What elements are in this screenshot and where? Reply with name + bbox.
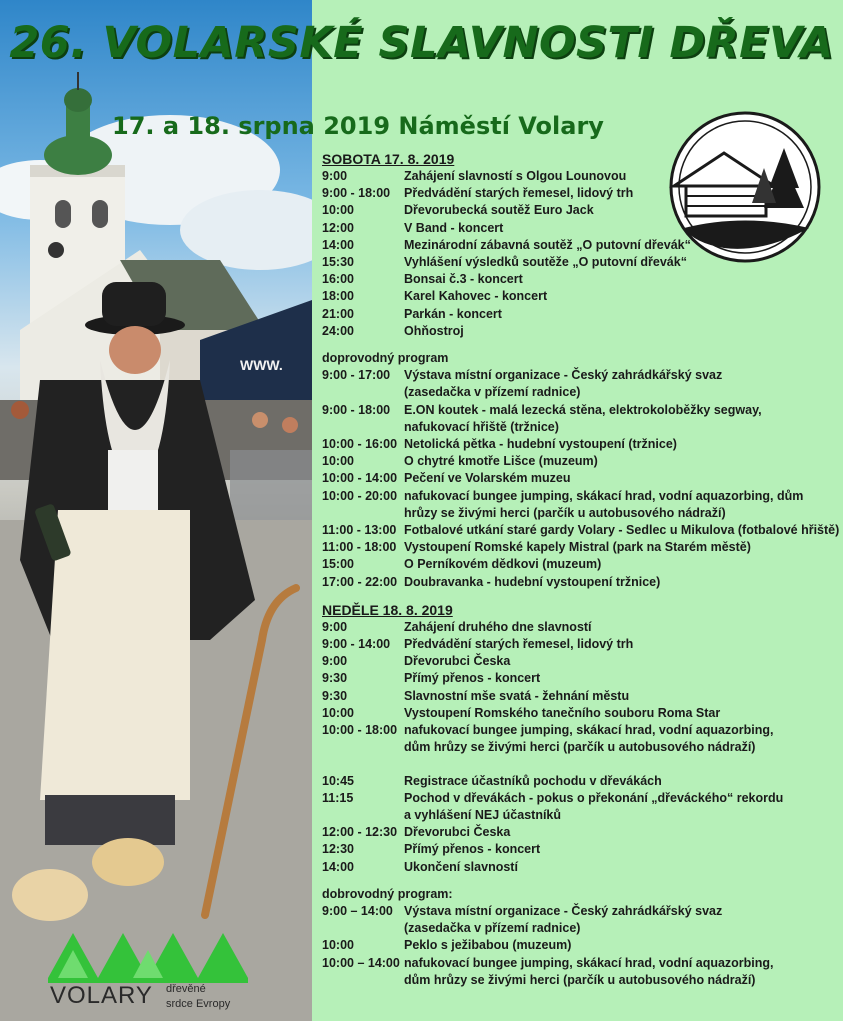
sunday-program-heading: dobrovodný program:	[322, 886, 453, 901]
sunday-heading: NEDĚLE 18. 8. 2019	[322, 601, 453, 618]
schedule-time	[322, 739, 404, 756]
schedule-row	[322, 859, 837, 876]
sunday-list	[322, 619, 837, 757]
schedule-time: 10:00 - 16:00	[322, 437, 398, 452]
schedule-time: 10:00	[322, 454, 354, 469]
schedule-row	[322, 168, 837, 185]
schedule-time	[322, 920, 404, 937]
schedule-row	[322, 824, 837, 841]
schedule-time: 18:00	[322, 289, 354, 304]
schedule-time: 9:00 - 18:00	[322, 186, 391, 201]
schedule-event: Ukončení slavností	[404, 859, 518, 874]
schedule-row	[322, 739, 837, 756]
schedule-time: 9:00	[322, 169, 348, 183]
logo-tagline-2: srdce Evropy	[166, 998, 231, 1010]
schedule-event: Peklo s ježibabou (muzeum)	[404, 938, 572, 953]
schedule-time: 21:00	[322, 306, 354, 321]
sunday-list-afternoon	[322, 773, 837, 876]
schedule-time	[322, 384, 404, 401]
schedule-event: Přímý přenos - koncert	[404, 842, 541, 857]
schedule-event: Registrace účastníků pochodu v dřevákách	[404, 773, 662, 788]
saturday-program-heading: doprovodný program	[322, 351, 449, 366]
schedule-row	[322, 323, 837, 340]
schedule-row	[322, 453, 837, 470]
schedule-row	[322, 306, 837, 323]
schedule-event: Vyhlášení výsledků soutěže „O putovní dřevák“	[404, 255, 687, 270]
schedule-time: 9:30	[322, 688, 348, 703]
schedule-time: 17:00 - 22:00	[322, 574, 398, 589]
schedule-event: Mezinárodní zábavná soutěž „O putovní dřevák“	[404, 237, 691, 252]
schedule-row	[322, 254, 837, 271]
schedule-row	[322, 903, 837, 920]
schedule-row	[322, 202, 837, 219]
schedule-event: O chytré kmotře Lišce (muzeum)	[404, 454, 598, 469]
sunday-program-list	[322, 903, 837, 989]
schedule-time: 10:00 - 14:00	[322, 471, 398, 486]
schedule-row	[322, 288, 837, 305]
schedule-time: 9:00	[322, 619, 348, 634]
schedule-time: 10:00 - 20:00	[322, 488, 398, 503]
schedule-event: Doubravanka - hudební vystoupení tržnice)	[404, 574, 661, 589]
schedule-row	[322, 436, 837, 453]
schedule-event: Bonsai č.3 - koncert	[404, 272, 523, 287]
schedule-row	[322, 688, 837, 705]
schedule-time: 12:30	[322, 842, 354, 857]
schedule-row	[322, 773, 837, 790]
schedule-time	[322, 807, 404, 824]
schedule-row	[322, 271, 837, 288]
schedule-row	[322, 237, 837, 254]
schedule-event: V Band - koncert	[404, 220, 504, 235]
schedule-time: 10:00	[322, 705, 354, 720]
schedule-event: Dřevorubci Česka	[404, 654, 511, 669]
schedule-event: Ohňostroj	[404, 323, 464, 338]
schedule-event: a vyhlášení NEJ účastníků	[404, 807, 562, 822]
schedule-event: nafukovací hřiště (tržnice)	[404, 419, 559, 434]
schedule-time: 9:00 - 17:00	[322, 368, 391, 383]
schedule-row	[322, 556, 837, 573]
schedule-event: Výstava místní organizace - Český zahrádkářský svaz	[404, 368, 723, 383]
schedule-time: 24:00	[322, 323, 354, 338]
festival-photo	[0, 0, 312, 1021]
schedule-row	[322, 470, 837, 487]
svg-text:WWW.: WWW.	[240, 357, 283, 373]
schedule-event: Vystoupení Romské kapely Mistral (park na Starém městě)	[404, 540, 751, 555]
schedule-event: Zahájení druhého dne slavností	[404, 619, 592, 634]
poster-subtitle: 17. a 18. srpna 2019 Náměstí Volary	[112, 112, 604, 140]
schedule-row	[322, 841, 837, 858]
schedule-row	[322, 955, 837, 972]
schedule-event: dům hrůzy se živými herci (parčík u autobusového nádraží)	[404, 740, 756, 755]
schedule-row	[322, 636, 837, 653]
schedule-row	[322, 653, 837, 670]
schedule-row	[322, 505, 837, 522]
schedule-row	[322, 574, 837, 591]
saturday-heading: SOBOTA 17. 8. 2019	[322, 151, 455, 167]
schedule-row	[322, 670, 837, 687]
schedule-row	[322, 937, 837, 954]
schedule-row	[322, 402, 837, 419]
schedule-event: Slavnostní mše svatá - žehnání městu	[404, 688, 630, 703]
schedule-event: nafukovací bungee jumping, skákací hrad, vodní aquazorbing,	[404, 955, 774, 970]
schedule-time: 10:00 - 18:00	[322, 723, 398, 738]
schedule-event: Fotbalové utkání staré gardy Volary - Sedlec u Mikulova (fotbalové hřiště)	[404, 523, 840, 538]
schedule-time: 12:00	[322, 220, 354, 235]
schedule-event: Dřevorubecká soutěž Euro Jack	[404, 203, 594, 218]
schedule-event: hrůzy se živými herci (parčík u autobusového nádraží)	[404, 505, 726, 520]
schedule-time: 15:30	[322, 255, 354, 270]
schedule-row	[322, 384, 837, 401]
schedule-row	[322, 539, 837, 556]
schedule-row	[322, 972, 837, 989]
logo-tagline-1: dřevěné	[166, 983, 206, 995]
schedule-event: Karel Kahovec - koncert	[404, 289, 548, 304]
schedule-event: Netolická pětka - hudební vystoupení (tržnice)	[404, 437, 677, 452]
schedule-row	[322, 920, 837, 937]
schedule-event: Předvádění starých řemesel, lidový trh	[404, 186, 634, 201]
schedule-time: 11:00 - 18:00	[322, 540, 397, 555]
schedule-time: 11:15	[322, 790, 354, 805]
schedule-event: (zasedačka v přízemí radnice)	[404, 385, 581, 400]
schedule-time: 10:00	[322, 203, 354, 218]
schedule-row	[322, 722, 837, 739]
schedule-time: 10:45	[322, 773, 354, 788]
schedule-event: (zasedačka v přízemí radnice)	[404, 921, 581, 936]
schedule-event: Výstava místní organizace - Český zahrádkářský svaz	[404, 903, 723, 918]
schedule-row	[322, 185, 837, 202]
schedule-row	[322, 220, 837, 237]
saturday-list	[322, 168, 837, 340]
schedule-time: 9:30	[322, 671, 348, 686]
schedule-time: 14:00	[322, 237, 354, 252]
schedule-time: 11:00 - 13:00	[322, 523, 397, 538]
schedule-time: 9:00 - 14:00	[322, 637, 391, 652]
schedule-time: 10:00	[322, 938, 354, 953]
schedule-row	[322, 705, 837, 722]
poster-title: 26. VOLARSKÉ SLAVNOSTI DŘEVA	[9, 18, 834, 68]
schedule-event: nafukovací bungee jumping, skákací hrad, vodní aquazorbing, dům	[404, 488, 804, 503]
schedule-row	[322, 619, 837, 636]
schedule-row	[322, 488, 837, 505]
schedule-event: Pochod v dřevákách - pokus o překonání „dřeváckého“ rekordu	[404, 790, 784, 805]
schedule-time	[322, 419, 404, 436]
schedule-row	[322, 367, 837, 384]
schedule-event: Dřevorubci Česka	[404, 825, 511, 840]
schedule-time: 16:00	[322, 272, 354, 287]
schedule-row	[322, 419, 837, 436]
schedule-event: E.ON koutek - malá lezecká stěna, elektrokoloběžky segway,	[404, 402, 762, 417]
schedule-event: Pečení ve Volarském muzeu	[404, 471, 571, 486]
schedule	[322, 150, 840, 989]
schedule-time: 15:00	[322, 557, 354, 572]
schedule-event: Předvádění starých řemesel, lidový trh	[404, 637, 634, 652]
schedule-row	[322, 522, 840, 539]
saturday-program-list	[322, 367, 840, 591]
schedule-event: O Perníkovém dědkovi (muzeum)	[404, 557, 602, 572]
schedule-time: 12:00 - 12:30	[322, 825, 398, 840]
schedule-event: Přímý přenos - koncert	[404, 671, 541, 686]
schedule-event: dům hrůzy se živými herci (parčík u autobusového nádraží)	[404, 972, 756, 987]
schedule-time	[322, 972, 404, 989]
photo-panel	[0, 0, 312, 1021]
schedule-event: Vystoupení Romského tanečního souboru Roma Star	[404, 705, 721, 720]
schedule-row	[322, 790, 837, 807]
schedule-row	[322, 807, 837, 824]
schedule-time: 9:00 - 18:00	[322, 402, 391, 417]
schedule-event: Zahájení slavností s Olgou Lounovou	[404, 169, 627, 183]
schedule-event: Parkán - koncert	[404, 306, 502, 321]
schedule-time	[322, 505, 404, 522]
schedule-time: 9:00 – 14:00	[322, 903, 393, 918]
schedule-time: 10:00 – 14:00	[322, 955, 400, 970]
logo-wordmark: VOLARY	[50, 982, 153, 1009]
schedule-time: 14:00	[322, 859, 354, 874]
schedule-time: 9:00	[322, 654, 348, 669]
schedule-event: nafukovací bungee jumping, skákací hrad, vodní aquazorbing,	[404, 723, 774, 738]
